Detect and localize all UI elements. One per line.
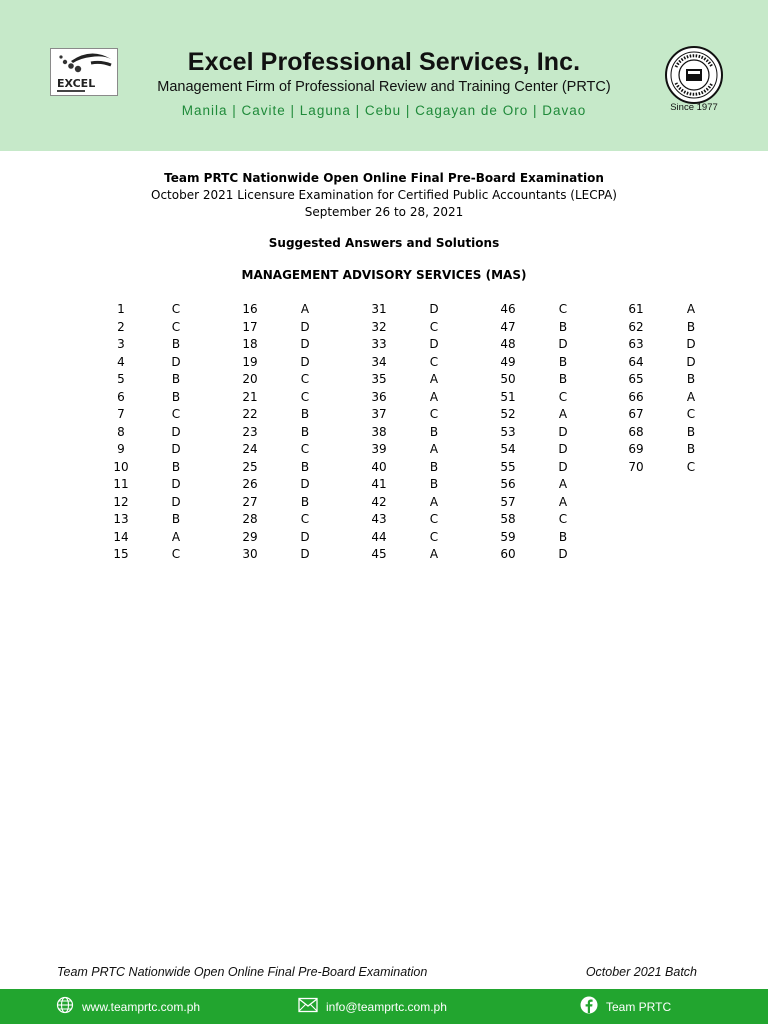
answer-row: [0, 319, 768, 337]
answer-letter: A: [429, 389, 439, 404]
answer-letter: B: [558, 319, 568, 334]
answer-letter: D: [300, 547, 310, 561]
answer-letter: B: [429, 424, 439, 439]
question-number: 30: [242, 547, 258, 561]
answer-letter: A: [429, 494, 439, 509]
question-number: 46: [500, 302, 516, 316]
answer-letter: B: [686, 442, 696, 456]
answer-letter: D: [300, 477, 310, 491]
question-number: 59: [500, 529, 516, 544]
answer-letter: D: [171, 494, 181, 509]
answer-row: [0, 301, 768, 319]
question-number: 68: [628, 424, 644, 439]
answer-letter: D: [558, 337, 568, 351]
answer-letter: C: [171, 407, 181, 421]
answer-letter: D: [171, 424, 181, 439]
answer-letter: C: [171, 547, 181, 561]
answer-row: [0, 371, 768, 389]
question-number: 35: [371, 372, 387, 386]
globe-icon: [56, 996, 82, 1017]
answer-letter: B: [686, 372, 696, 386]
question-number: 56: [500, 477, 516, 491]
question-number: 63: [628, 337, 644, 351]
answer-letter: B: [171, 337, 181, 351]
answer-letter: D: [300, 319, 310, 334]
answer-letter: B: [558, 529, 568, 544]
question-number: 47: [500, 319, 516, 334]
question-number: 19: [242, 354, 258, 369]
exam-title: Team PRTC Nationwide Open Online Final Pre-Board Examination: [164, 171, 604, 185]
question-number: 18: [242, 337, 258, 351]
facebook-text: Team PRTC: [606, 999, 672, 1014]
answer-letter: D: [300, 529, 310, 544]
answer-letter: B: [300, 424, 310, 439]
answer-letter: B: [686, 319, 696, 334]
company-tagline: Management Firm of Professional Review and Training Center (PRTC): [157, 79, 611, 95]
answer-letter: B: [300, 407, 310, 421]
question-number: 25: [242, 459, 258, 474]
question-number: 36: [371, 389, 387, 404]
answer-letter: B: [686, 424, 696, 439]
question-number: 66: [628, 389, 644, 404]
answer-letter: C: [429, 529, 439, 544]
question-number: 20: [242, 372, 258, 386]
question-number: 7: [117, 407, 125, 421]
question-number: 12: [113, 494, 129, 509]
answer-row: [0, 546, 768, 564]
company-branches: Manila | Cavite | Laguna | Cebu | Cagayan de Oro | Davao: [181, 103, 587, 118]
answer-letter: C: [300, 389, 310, 404]
footer-bar: [0, 989, 768, 1024]
answer-row: [0, 441, 768, 459]
question-number: 69: [628, 442, 644, 456]
question-number: 48: [500, 337, 516, 351]
answer-row: [0, 529, 768, 547]
answer-letter: D: [429, 302, 439, 316]
question-number: 3: [117, 337, 125, 351]
question-number: 60: [500, 547, 516, 561]
question-number: 22: [242, 407, 258, 421]
question-number: 28: [242, 512, 258, 526]
question-number: 67: [628, 407, 644, 421]
answer-letter: C: [429, 512, 439, 526]
question-number: 2: [117, 319, 125, 334]
question-number: 41: [371, 477, 387, 491]
question-number: 1: [117, 302, 125, 316]
answer-letter: C: [686, 407, 696, 421]
question-number: 38: [371, 424, 387, 439]
question-number: 23: [242, 424, 258, 439]
answer-letter: D: [558, 547, 568, 561]
answer-letter: D: [558, 442, 568, 456]
question-number: 44: [371, 529, 387, 544]
seal-icon: [664, 45, 724, 105]
question-number: 54: [500, 442, 516, 456]
question-number: 8: [117, 424, 125, 439]
subject-heading: MANAGEMENT ADVISORY SERVICES (MAS): [241, 268, 527, 282]
question-number: 14: [113, 529, 129, 544]
footer-batch: October 2021 Batch: [585, 965, 697, 979]
question-number: 58: [500, 512, 516, 526]
header-band: [0, 0, 768, 151]
answer-letter: A: [686, 389, 696, 404]
question-number: 32: [371, 319, 387, 334]
question-number: 10: [113, 459, 129, 474]
facebook-link[interactable]: [580, 989, 671, 1024]
answer-letter: D: [171, 354, 181, 369]
answer-letter: B: [171, 459, 181, 474]
question-number: 33: [371, 337, 387, 351]
answer-letter: D: [686, 337, 696, 351]
question-number: 53: [500, 424, 516, 439]
answer-letter: D: [300, 354, 310, 369]
company-name: Excel Professional Services, Inc.: [187, 48, 581, 76]
question-number: 11: [113, 477, 129, 491]
question-number: 65: [628, 372, 644, 386]
answer-letter: A: [429, 442, 439, 456]
question-number: 37: [371, 407, 387, 421]
answer-row: [0, 494, 768, 512]
answer-letter: D: [558, 459, 568, 474]
question-number: 70: [628, 459, 644, 474]
answer-letter: C: [558, 512, 568, 526]
answer-row: [0, 476, 768, 494]
exam-subtitle: October 2021 Licensure Examination for Certified Public Accountants (LECPA): [151, 188, 617, 202]
answer-row: [0, 336, 768, 354]
question-number: 62: [628, 319, 644, 334]
answer-row: [0, 424, 768, 442]
answer-letter: D: [171, 477, 181, 491]
answer-letter: B: [558, 372, 568, 386]
question-number: 31: [371, 302, 387, 316]
mail-icon: [298, 997, 326, 1016]
website-link[interactable]: [56, 989, 200, 1024]
question-number: 17: [242, 319, 258, 334]
question-number: 51: [500, 389, 516, 404]
question-number: 6: [117, 389, 125, 404]
answer-letter: C: [686, 459, 696, 474]
question-number: 40: [371, 459, 387, 474]
question-number: 4: [117, 354, 125, 369]
document-titles: [0, 170, 768, 221]
answer-letter: A: [429, 372, 439, 386]
answer-letter: B: [429, 459, 439, 474]
facebook-icon: [580, 996, 606, 1017]
answer-letter: C: [558, 389, 568, 404]
answer-letter: A: [558, 494, 568, 509]
question-number: 21: [242, 389, 258, 404]
answer-row: [0, 389, 768, 407]
answer-letter: B: [171, 372, 181, 386]
answer-letter: A: [558, 477, 568, 491]
answer-letter: B: [171, 389, 181, 404]
suggested-answers-heading: Suggested Answers and Solutions: [268, 236, 500, 250]
question-number: 13: [113, 512, 129, 526]
answer-letter: C: [171, 319, 181, 334]
answer-letter: C: [429, 407, 439, 421]
answer-letter: B: [300, 459, 310, 474]
answer-letter: D: [686, 354, 696, 369]
question-number: 64: [628, 354, 644, 369]
question-number: 26: [242, 477, 258, 491]
answer-letter: C: [429, 319, 439, 334]
question-number: 34: [371, 354, 387, 369]
question-number: 43: [371, 512, 387, 526]
question-number: 27: [242, 494, 258, 509]
question-number: 52: [500, 407, 516, 421]
answer-letter: C: [300, 512, 310, 526]
question-number: 42: [371, 494, 387, 509]
svg-text:EXCEL: EXCEL: [57, 77, 96, 90]
question-number: 16: [242, 302, 258, 316]
question-number: 39: [371, 442, 387, 456]
since-label: Since 1977: [670, 102, 718, 113]
question-number: 57: [500, 494, 516, 509]
email-text: info@teamprtc.com.ph: [326, 999, 447, 1014]
footer-exam-name: Team PRTC Nationwide Open Online Final Pre-Board Examination: [57, 965, 428, 979]
answer-letter: C: [429, 354, 439, 369]
answer-letter: C: [558, 302, 568, 316]
question-number: 5: [117, 372, 125, 386]
email-link[interactable]: [298, 989, 447, 1024]
answer-letter: C: [300, 442, 310, 456]
answer-letter: C: [171, 302, 181, 316]
question-number: 50: [500, 372, 516, 386]
answer-letter: D: [429, 337, 439, 351]
answer-letter: B: [171, 512, 181, 526]
question-number: 15: [113, 547, 129, 561]
answer-row: [0, 354, 768, 372]
question-number: 45: [371, 547, 387, 561]
answer-letter: A: [558, 407, 568, 421]
answer-row: [0, 406, 768, 424]
answer-letter: B: [429, 477, 439, 491]
answer-letter: D: [300, 337, 310, 351]
answer-letter: D: [558, 424, 568, 439]
answer-letter: A: [300, 302, 310, 316]
question-number: 61: [628, 302, 644, 316]
answer-letter: D: [171, 442, 181, 456]
question-number: 49: [500, 354, 516, 369]
exam-dates: September 26 to 28, 2021: [304, 205, 464, 219]
answer-letter: A: [686, 302, 696, 316]
answer-letter: A: [171, 529, 181, 544]
answer-letter: B: [300, 494, 310, 509]
answer-row: [0, 511, 768, 529]
question-number: 24: [242, 442, 258, 456]
answer-column: [0, 301, 768, 476]
website-text: www.teamprtc.com.ph: [82, 999, 201, 1014]
question-number: 55: [500, 459, 516, 474]
answer-letter: C: [300, 372, 310, 386]
answer-letter: B: [558, 354, 568, 369]
question-number: 9: [117, 442, 125, 456]
answer-row: [0, 459, 768, 477]
question-number: 29: [242, 529, 258, 544]
answer-letter: A: [429, 547, 439, 561]
